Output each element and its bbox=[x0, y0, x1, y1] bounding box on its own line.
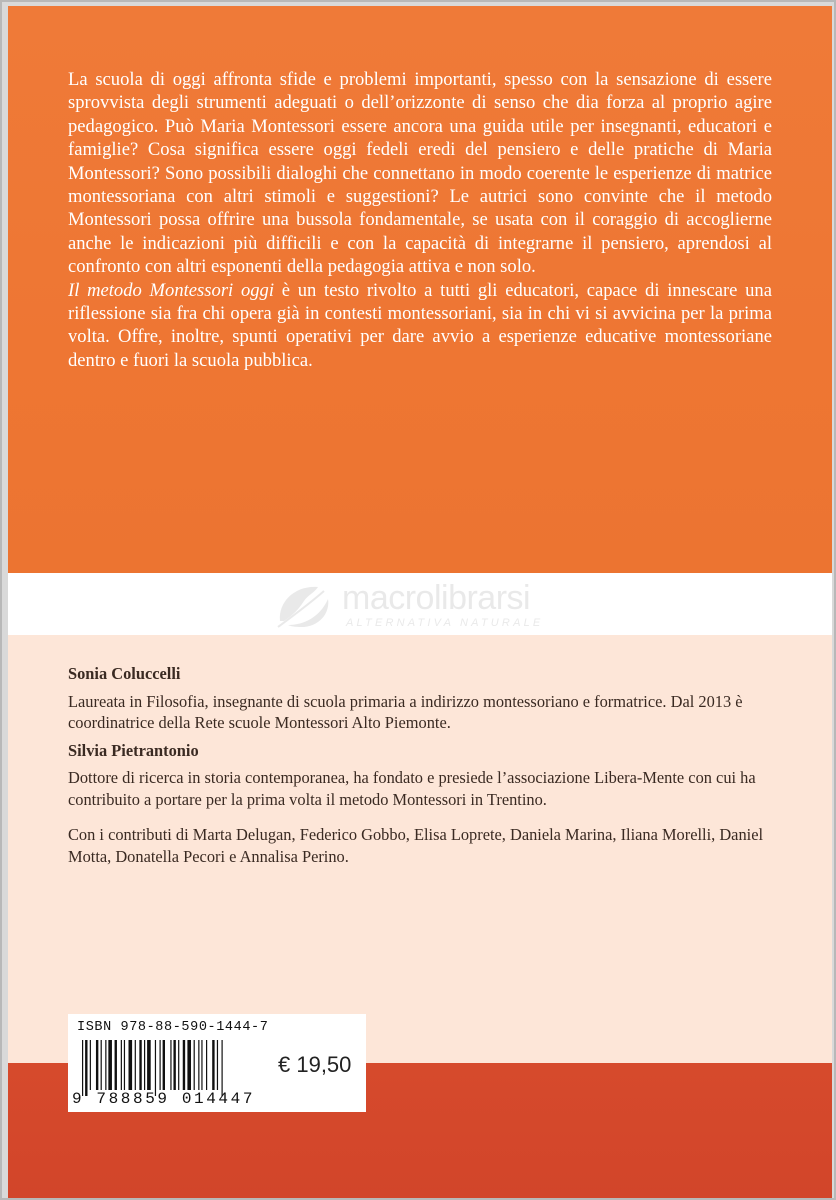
barcode-bar bbox=[124, 1040, 125, 1090]
barcode-bar bbox=[173, 1040, 175, 1090]
barcode-bar bbox=[217, 1040, 218, 1090]
price: € 19,50 bbox=[278, 1052, 352, 1077]
barcode-bar bbox=[187, 1040, 191, 1090]
barcode-bar bbox=[139, 1040, 141, 1090]
barcode-bar bbox=[198, 1040, 199, 1090]
barcode-bar bbox=[129, 1040, 133, 1090]
barcode-bar bbox=[82, 1040, 83, 1096]
book-back-cover bbox=[8, 6, 832, 1198]
leaf-logo-icon bbox=[274, 581, 338, 631]
barcode-bar bbox=[222, 1040, 223, 1096]
barcode-bar bbox=[163, 1040, 165, 1090]
barcode-bar bbox=[135, 1040, 136, 1090]
barcode-bar bbox=[105, 1040, 106, 1090]
barcode-bar bbox=[183, 1040, 185, 1090]
barcode-bar bbox=[144, 1040, 145, 1090]
blurb-paragraph-2 bbox=[68, 279, 772, 373]
watermark-tagline: ALTERNATIVA NATURALE bbox=[346, 617, 544, 629]
barcode-bar bbox=[160, 1040, 161, 1090]
barcode-bar bbox=[85, 1040, 87, 1096]
authors-section bbox=[68, 663, 780, 867]
barcode-bar bbox=[206, 1040, 207, 1090]
orange-panel bbox=[8, 6, 832, 573]
barcode-bar bbox=[101, 1040, 102, 1090]
book-title: Il metodo Montessori oggi bbox=[68, 279, 274, 301]
blurb-paragraph-2-text: è un testo rivolto a tutti gli educatori, capace di innescare una riflessione sia fra chi opera già in contesti montessoriani, sia in chi vi si avvicina per la prima volta. Offre, inoltre, spunti operativi per dare avvio a esperienze educative montessoriane dentro e fuori la scuola pubblica. bbox=[68, 279, 772, 371]
author-bio: Dottore di ricerca in storia contemporanea, ha fondato e presiede l’associazione Libera-Mente con cui ha contribuito a portare per la prima volta il metodo Montessori in Trentino. bbox=[68, 768, 756, 809]
barcode-bar bbox=[212, 1040, 214, 1090]
author-name: Silvia Pietrantonio bbox=[68, 740, 199, 760]
barcode-bar bbox=[96, 1040, 98, 1090]
watermark-name: macrolibrarsi bbox=[342, 579, 531, 617]
blurb-text bbox=[68, 68, 772, 372]
author-name: Sonia Coluccelli bbox=[68, 664, 181, 683]
barcode-label bbox=[68, 1014, 366, 1112]
isbn-digits: 9 788859 014447 bbox=[72, 1090, 256, 1108]
contributors-text: Con i contributi di Marta Delugan, Federico Gobbo, Elisa Loprete, Daniela Marina, Iliana Morelli, Daniel Motta, Donatella Pecori e Annalisa Perino. bbox=[68, 825, 764, 866]
barcode-bar bbox=[90, 1040, 91, 1090]
author-bio: Laureata in Filosofia, insegnante di scuola primaria a indirizzo montessoriano e formatrice. Dal 2013 è coordinatrice della Rete scuole Montessori Alto Piemonte. bbox=[68, 691, 743, 732]
barcode-bar bbox=[194, 1040, 195, 1090]
barcode-bar bbox=[178, 1040, 179, 1090]
barcode-bar bbox=[155, 1040, 156, 1096]
barcode-bar bbox=[121, 1040, 122, 1090]
barcode-bar bbox=[170, 1040, 171, 1090]
barcode-bar bbox=[115, 1040, 117, 1090]
barcode-bar bbox=[147, 1040, 151, 1090]
barcode-bar bbox=[108, 1040, 112, 1090]
macrolibrarsi-watermark bbox=[274, 579, 584, 635]
blurb-paragraph-1: La scuola di oggi affronta sfide e problemi importanti, spesso con la sensazione di essere sprovvista degli strumenti adeguati o dell’orizzonte di senso che dia forza al proprio agire pedagogico. Può Maria Montessori essere ancora una guida utile per insegnanti, educatori e famiglie? Cosa significa essere oggi fedeli eredi del pensiero e delle pratiche di Maria Montessori? Sono possibili dialoghi che connettano in modo coerente le esperienze di matrice montessoriana con altri stimoli e suggestioni? Le autrici sono convinte che il metodo Montessori possa offrire una bussola fondamentale, se usata con il coraggio di accoglierne anche le indicazioni più difficili e con la capacità di integrarne il pensiero, aprendosi al confronto con altri esponenti della pedagogia attiva e non solo. bbox=[68, 69, 772, 278]
isbn-label: ISBN 978-88-590-1444-7 bbox=[77, 1020, 269, 1035]
barcode-bar bbox=[201, 1040, 202, 1090]
